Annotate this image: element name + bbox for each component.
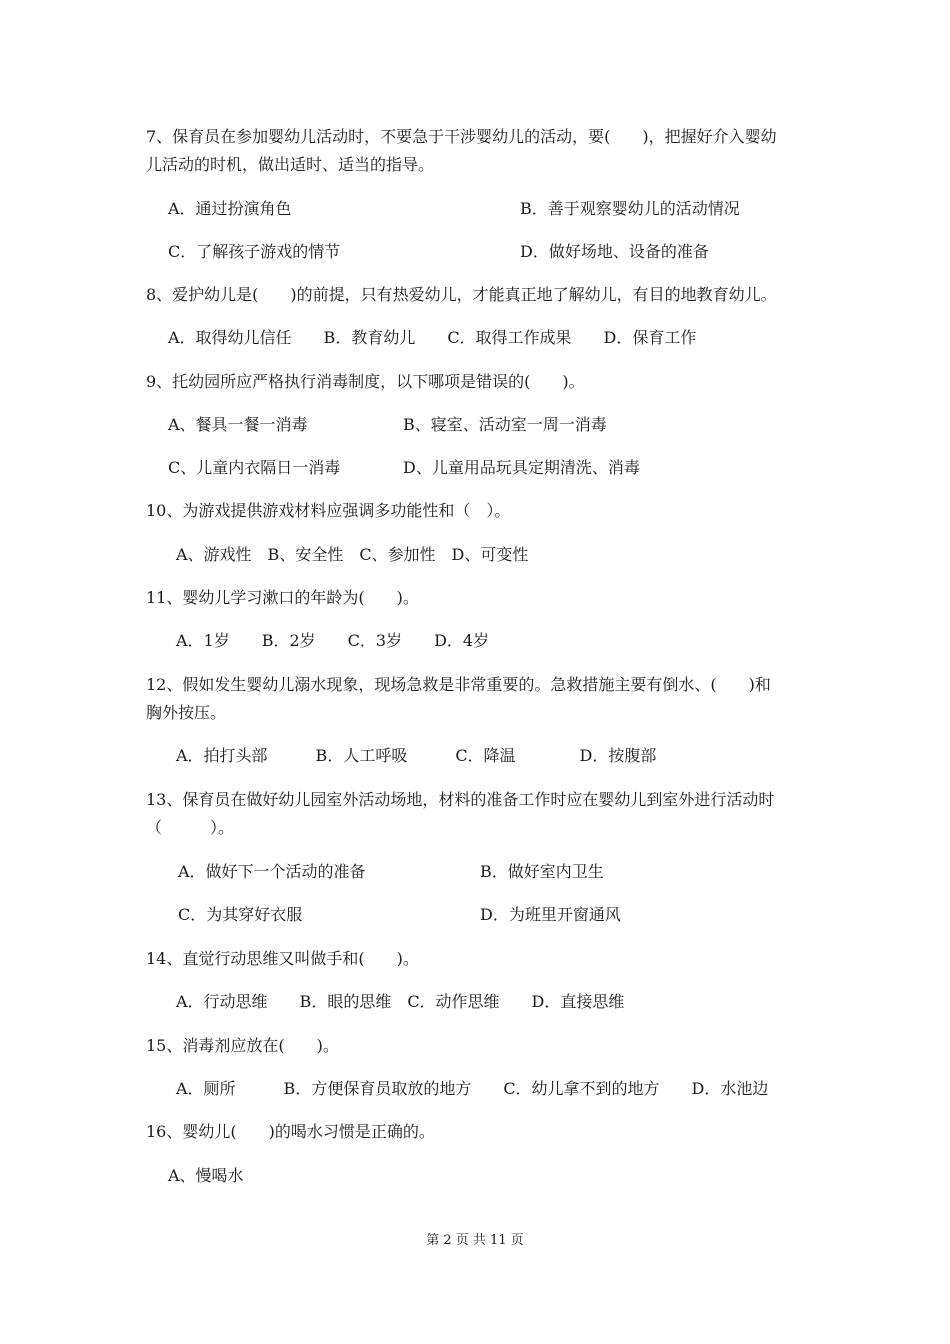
question-13-option-a: A．做好下一个活动的准备 (178, 862, 366, 881)
question-14-options: A．行动思维 B．眼的思维 C．动作思维 D．直接思维 (176, 992, 625, 1011)
question-12-options: A．拍打头部 B．人工呼吸 C．降温 D．按腹部 (176, 746, 657, 765)
question-15-options: A．厕所 B．方便保育员取放的地方 C．幼儿拿不到的地方 D．水池边 (176, 1079, 769, 1098)
question-15-stem: 15、消毒剂应放在( )。 (146, 1036, 339, 1055)
question-13-option-c: C．为其穿好衣服 (178, 905, 303, 924)
question-9-option-b: B、寝室、活动室一周一消毒 (403, 415, 607, 434)
question-7-option-b: B．善于观察婴幼儿的活动情况 (520, 199, 740, 218)
question-14-stem: 14、直觉行动思维又叫做手和( )。 (146, 949, 419, 968)
page-footer: 第 2 页 共 11 页 (426, 1233, 524, 1248)
question-7-stem-line-1: 7、保育员在参加婴幼儿活动时，不要急于干涉婴幼儿的活动，要( )，把握好介入婴幼 (146, 127, 777, 146)
question-12-stem-line-2: 胸外按压。 (146, 703, 227, 722)
question-13-option-b: B．做好室内卫生 (480, 862, 604, 881)
question-13-stem-line-1: 13、保育员在做好幼儿园室外活动场地，材料的准备工作时应在婴幼儿到室外进行活动时 (146, 790, 775, 809)
question-13-stem-line-2: （ ）。 (146, 818, 235, 837)
question-7-stem-line-2: 儿活动的时机，做出适时、适当的指导。 (146, 155, 435, 174)
question-10-options: A、游戏性 B、安全性 C、参加性 D、可变性 (176, 545, 529, 564)
question-8-options: A．取得幼儿信任 B．教育幼儿 C．取得工作成果 D．保育工作 (168, 328, 697, 347)
question-9-option-d: D、儿童用品玩具定期清洗、消毒 (403, 458, 640, 477)
question-12-stem-line-1: 12、假如发生婴幼儿溺水现象，现场急救是非常重要的。急救措施主要有倒水、( )和 (146, 675, 771, 694)
question-9-stem: 9、托幼园所应严格执行消毒制度，以下哪项是错误的( )。 (146, 372, 585, 391)
question-9-option-a: A、餐具一餐一消毒 (168, 415, 308, 434)
question-13-option-d: D．为班里开窗通风 (480, 905, 621, 924)
question-11-stem: 11、婴幼儿学习漱口的年龄为( )。 (146, 588, 419, 607)
question-16-stem: 16、婴幼儿( )的喝水习惯是正确的。 (146, 1122, 435, 1141)
question-7-option-a: A．通过扮演角色 (168, 199, 292, 218)
question-7-option-c: C．了解孩子游戏的情节 (168, 242, 341, 261)
question-10-stem: 10、为游戏提供游戏材料应强调多功能性和（ ）。 (146, 501, 511, 520)
question-7-option-d: D．做好场地、设备的准备 (520, 242, 709, 261)
question-9-option-c: C、儿童内衣隔日一消毒 (168, 458, 341, 477)
question-8-stem: 8、爱护幼儿是( )的前提，只有热爱幼儿，才能真正地了解幼儿，有目的地教育幼儿。 (146, 285, 777, 304)
question-16-option-a: A、慢喝水 (168, 1166, 244, 1185)
question-11-options: A．1岁 B．2岁 C．3岁 D．4岁 (176, 631, 490, 650)
